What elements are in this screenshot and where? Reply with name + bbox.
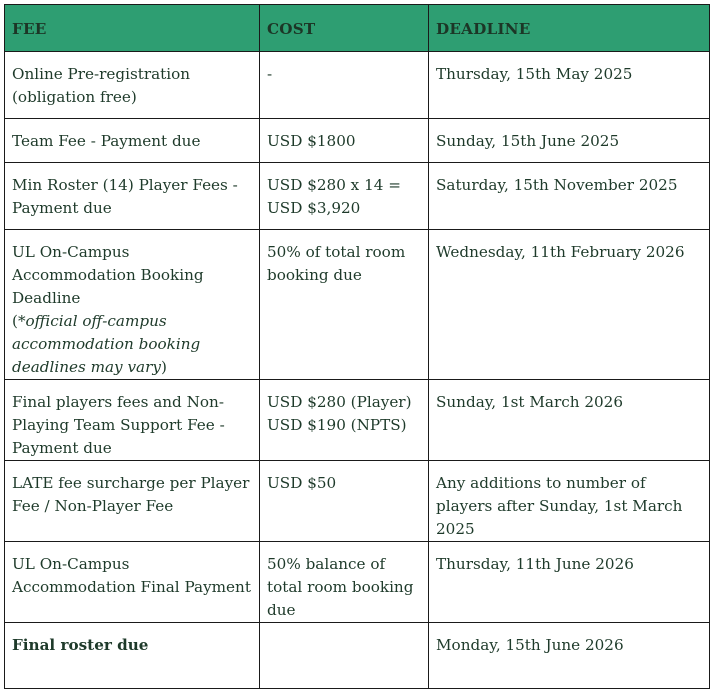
table-row bbox=[5, 380, 710, 461]
fee-cell: Team Fee - Payment due bbox=[5, 119, 260, 163]
fee-cell: LATE fee surcharge per Player Fee / Non-Player Fee bbox=[5, 461, 260, 542]
deadline-cell: Any additions to number of players after Sunday, 1st March 2025 bbox=[429, 461, 710, 542]
table-row bbox=[5, 119, 710, 163]
fee-note: *official off-campus accommodation booking deadlines may vary bbox=[12, 312, 201, 376]
header-fee: FEE bbox=[5, 5, 260, 52]
table-row bbox=[5, 623, 710, 689]
fee-text: Online Pre-registration bbox=[12, 65, 191, 83]
fee-text: (obligation free) bbox=[12, 88, 137, 106]
fee-cell: UL On-Campus Accommodation Final Payment bbox=[5, 542, 260, 623]
header-cost: COST bbox=[260, 5, 429, 52]
deadline-cell: Monday, 15th June 2026 bbox=[429, 623, 710, 689]
cost-cell: 50% of total room booking due bbox=[260, 230, 429, 380]
table-row bbox=[5, 230, 710, 380]
cost-text: USD $280 (Player) bbox=[267, 393, 412, 411]
deadline-cell: Saturday, 15th November 2025 bbox=[429, 163, 710, 230]
cost-cell bbox=[260, 623, 429, 689]
header-deadline: DEADLINE bbox=[429, 5, 710, 52]
fee-cell bbox=[5, 52, 260, 119]
deadline-cell: Thursday, 15th May 2025 bbox=[429, 52, 710, 119]
cost-cell: - bbox=[260, 52, 429, 119]
deadline-cell: Wednesday, 11th February 2026 bbox=[429, 230, 710, 380]
header-row bbox=[5, 5, 710, 52]
fee-cell: Final roster due bbox=[5, 623, 260, 689]
fee-cell bbox=[5, 230, 260, 380]
fee-cell: Min Roster (14) Player Fees - Payment due bbox=[5, 163, 260, 230]
table-row bbox=[5, 52, 710, 119]
table-row bbox=[5, 542, 710, 623]
table-row bbox=[5, 163, 710, 230]
paren-open: ( bbox=[12, 312, 18, 330]
deadline-cell: Sunday, 15th June 2025 bbox=[429, 119, 710, 163]
cost-cell: USD $280 x 14 = USD $3,920 bbox=[260, 163, 429, 230]
cost-cell: USD $1800 bbox=[260, 119, 429, 163]
fee-text: UL On-Campus Accommodation Booking Deadline bbox=[12, 243, 204, 307]
deadline-cell: Sunday, 1st March 2026 bbox=[429, 380, 710, 461]
fees-table bbox=[4, 4, 710, 689]
cost-text: USD $190 (NPTS) bbox=[267, 416, 407, 434]
paren-close: ) bbox=[160, 358, 167, 376]
cost-cell bbox=[260, 380, 429, 461]
table-row bbox=[5, 461, 710, 542]
fee-cell: Final players fees and Non-Playing Team Support Fee - Payment due bbox=[5, 380, 260, 461]
deadline-cell: Thursday, 11th June 2026 bbox=[429, 542, 710, 623]
cost-cell: 50% balance of total room booking due bbox=[260, 542, 429, 623]
cost-cell: USD $50 bbox=[260, 461, 429, 542]
